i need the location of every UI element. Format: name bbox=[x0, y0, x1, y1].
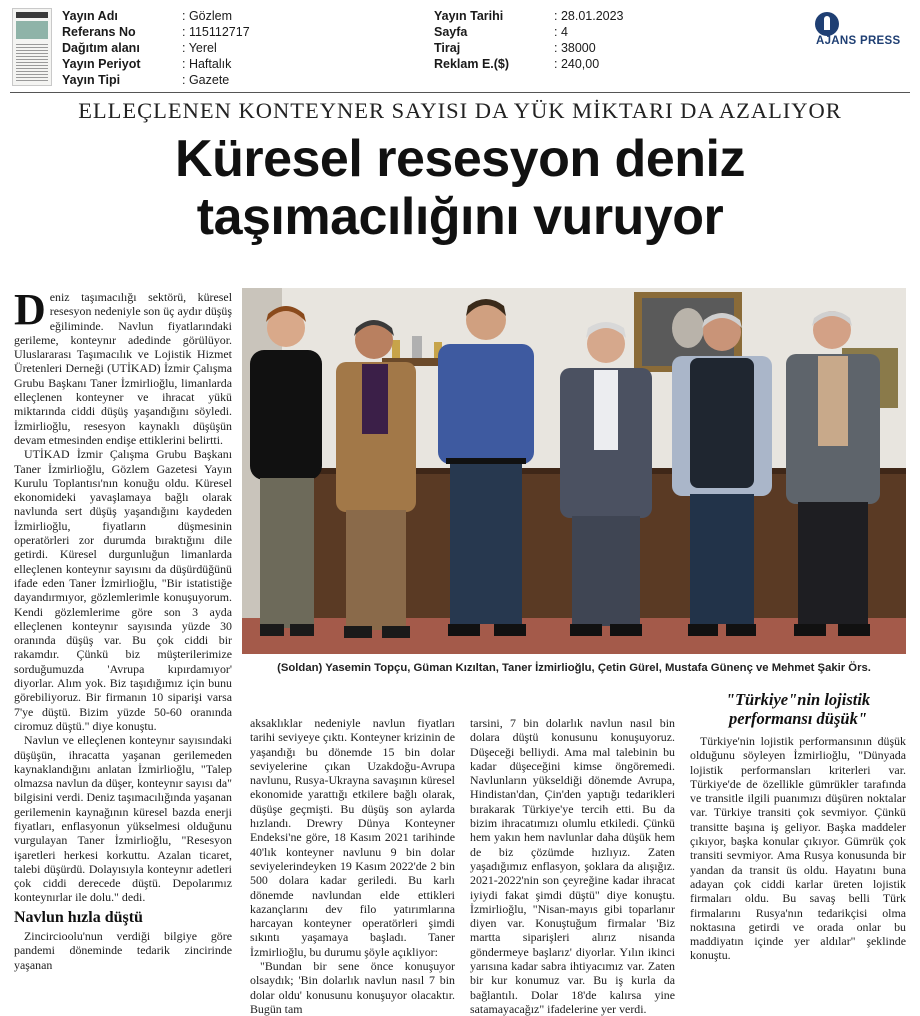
group-photo bbox=[242, 288, 906, 654]
publication-meta-right bbox=[434, 8, 624, 72]
person-2 bbox=[336, 320, 416, 638]
article-headline bbox=[0, 130, 920, 246]
meta-row-period: Yayın Periyot : Haftalık bbox=[62, 56, 250, 72]
sidebar-box-title-line-2: performansı düşük" bbox=[729, 709, 867, 728]
meta-row-reference-no: Referans No : 115112717 bbox=[62, 24, 250, 40]
headline-line-1: Küresel resesyon deniz bbox=[175, 130, 745, 188]
publication-meta-left bbox=[62, 8, 250, 88]
logo-text: AJANS PRESS bbox=[816, 35, 901, 47]
article-column-2 bbox=[250, 716, 455, 1016]
person-3 bbox=[438, 299, 534, 636]
article-kicker: ELLEÇLENEN KONTEYNER SAYISI DA YÜK MİKTARI DA AZALIYOR bbox=[78, 98, 842, 123]
paragraph-1-text: eniz taşımacılığı sektörü, küresel resesyon nedeniyle son üç aydır düşüş eğiliminde. Navlun fiyatlarındaki gerileme, konteynır adedinde görülüyor. Uluslararası Taşımacılık ve Lojistik Hizmet Üretenleri Derneği (UTİKAD) İzmir Çalışma Grubu Başkanı Taner İzmirlioğlu, limanlarda elleçlenen konteyner ve ihracat yükü miktarında ciddi düşüş yaşandığını söyledi. İzmirlioğlu, resesyon kaynaklı düşüşün devam etmesinden endişe ettiklerini belirtti. bbox=[14, 290, 232, 447]
sidebar-box bbox=[690, 690, 906, 982]
paragraph-5: aksaklıklar nedeniyle navlun fiyatları tarihi seviyeye çıktı. Konteyner krizinin de yaşandığı bu dönemde 15 bin dolar seviyelerine çıkan Uzakdoğu-Avrupa navlunu, Rusya-Ukrayna savaşının küresel ekonomide yarattığı etkilere bağlı olarak, düşüşe geçmişti. Bu düşüş son aylarda hızlandı. Drewry Dünya Konteyner Endeksi'ne göre, 18 Kasım 2021 tarihinde 40'lık konteyner navlunu 9 bin dolar seviyelerindeyken 19 Kasım 2022'de 2 bin 500 dolara kadar geriledi. Bu karlı dönemde navlundan elde ettikleri kazançlarını dev filo yatırımlarına harcayan konteyner operatörleri şimdi sıkıntı yaşamaya başladı. Taner İzmirlioğlu, bu durumu şöyle açıkliyor: bbox=[250, 716, 455, 959]
person-4 bbox=[560, 322, 652, 636]
section-subhead: Navlun hızla düştü bbox=[14, 908, 143, 926]
article-column-3 bbox=[470, 716, 675, 1016]
paragraph-4: Zincircioolu'nun verdiği bilgiye göre pandemi döneminde tedarik zincirinde yaşanan bbox=[14, 929, 232, 972]
sidebar-box-title bbox=[690, 690, 906, 728]
header-divider bbox=[10, 92, 910, 93]
person-6 bbox=[786, 311, 880, 636]
sidebar-paragraph: Türkiye'nin lojistik performansının düşük olduğunu söyleyen İzmirlioğlu, "Dünyada lojistik performansları kriterleri var. Türkiye'de de özellikle gümrükler tarafında ve transitle ilgili puanımızı düşüren noktalar var. Türkiye transiti çok sevmiyor. Çünkü transitte başına iş geliyor. Başka maddeler çıkıyor, başka konular çıkıyor. Gümrük çok transiti sevmiyor. Ama Rusya konusunda bir yandan da transit üs oldu. Hayatını buna adayan çok ciddi karlar üreten lojistik firmaları oldu. Bu savaş belli Türk firmalarını Rusya'nın tedarikçisi olma noktasına getirdi ve orada onlar bu maddiyatın içinde yer aldılar" şeklinde konuştu. bbox=[690, 734, 906, 963]
headline-line-2: taşımacılığını vuruyor bbox=[196, 188, 724, 246]
clipping-header bbox=[0, 0, 920, 90]
sidebar-box-title-line-1: "Türkiye"nin lojistik bbox=[725, 690, 871, 709]
newspaper-thumbnail bbox=[12, 8, 52, 86]
meta-row-date: Yayın Tarihi : 28.01.2023 bbox=[434, 8, 624, 24]
meta-row-circulation: Tiraj : 38000 bbox=[434, 40, 624, 56]
logo-mark-icon bbox=[815, 12, 839, 36]
paragraph-7: tarsini, 7 bin dolarlık navlun nasıl bin dolara düştü konusunu konuşuyoruz. Düşeceği belliydi. Ama mal talebinin bu kadar düşeceğini kimse öngöremedi. Navlunların yükseldiği dönemde Avrupa, Hindistan'dan, Çin'den yaptığı tedarikleri bırakarak Türkiye'ye tercih etti. Bu da bizim ihracatımızı olumlu etkiledi. Çünkü hem yakın hem navlunlar daha düşük hem de biz çözümde hızlıyız. Zaten yaşadığımız enflasyon, şoklara da alışığız. 2021-2022'nin son çeyreğine kadar ihracat iyiydi fakat şimdi düştü" diye konuştu. İzmirlioğlu, "Nisan-mayıs gibi toparlanır diyen var. Konuştuğum firmalar 'Biz martta siparişleri alırız nisanda göndermeye başlarız' diyorlar. Yılın ikinci yarısına kadar sabra ihtiyacımız var. Zaten bir kur konumuz var. Bu iş kurla da bağlantılı. Dolar 18'de kalırsa yine satamayacağız" ifadelerine yer verdi. bbox=[470, 716, 675, 1016]
paragraph-1 bbox=[14, 285, 232, 447]
meta-row-publication-name: Yayın Adı : Gözlem bbox=[62, 8, 250, 24]
person-1 bbox=[250, 306, 322, 636]
photo-caption: (Soldan) Yasemin Topçu, Güman Kızıltan, Taner İzmirlioğlu, Çetin Gürel, Mustafa Günenç ve Mehmet Şakir Örs. bbox=[277, 662, 871, 674]
paragraph-2: UTİKAD İzmir Çalışma Grubu Başkanı Taner İzmirlioğlu, Gözlem Gazetesi Yayın Kurulu Toplantısı'nın konuğu oldu. Küresel ekonomideki yavaşlamaya bağlı olarak navlunda sert düşüş yaşandığını kaydeden İzmirlioğlu, fiyatların düşmesinin operatörleri zor durumda bıraktığını dile getirdi. Küresel durgunluğun limanlarda elleçlenen konteynır sayısını da düşürdüğünü ifade eden Taner İzmirlioğlu, "Bir istatistiğe dayandırmıyor, gözlemlerimle konuşuyorum. Kendi gözlemlerime göre son 3 ayda elleçlenen konteynır sayısında yüzde 30 oranında düşüş var. Bu çok ciddi bir rakamdır. Çünkü biz müşterilerimize sorduğumuzda 'Avrupa kıpırdamıyor' diyorlar. Alım yok. Biz taşıdığımız için bunu görebiliyoruz. Bir firmanın 10 siparişi varsa 7'ye düştü. Bizim yüzde 50-60 oranında ciromuz düştü." diye konuştu. bbox=[14, 447, 232, 733]
paragraph-3: Navlun ve elleçlenen konteynır sayısındaki düşüşün, ihracatta yaşanan gerilemeden kaynaklandığını anlatan İzmirlioğlu, "Talep olmazsa navlun da düşer, konteynır sayısı da" bilgisini verdi. Deniz taşımacılığında yaşanan gerilemenin kaynağının küresel bazda enerji fiyatları, enflasyonun yükselmesi olduğunu vurgulayan Taner İzmirlioğlu, "Resesyon işaretleri herkesi korkuttu. Azalan ticaret, talebi düşürdü. Dolayısıyla konteynır adetleri çok ciddi derecede düştü. Depolarımız konteynırlar ile dolu." dedi. bbox=[14, 733, 232, 905]
meta-row-distribution: Dağıtım alanı : Yerel bbox=[62, 40, 250, 56]
meta-row-page: Sayfa : 4 bbox=[434, 24, 624, 40]
ajans-press-logo bbox=[812, 12, 912, 52]
drop-cap: D bbox=[14, 285, 46, 334]
meta-row-type: Yayın Tipi : Gazete bbox=[62, 72, 250, 88]
group-photo-illustration bbox=[242, 288, 906, 654]
article-column-1 bbox=[14, 285, 232, 994]
paragraph-6: "Bundan bir sene önce konuşuyor olsaydık; 'Bin dolarlık navlun nasıl 7 bin dolar oldu' konusunu konuşuyor olacaktır. Bugün tam bbox=[250, 959, 455, 1016]
meta-row-ad-equivalent: Reklam E.($) : 240,00 bbox=[434, 56, 624, 72]
